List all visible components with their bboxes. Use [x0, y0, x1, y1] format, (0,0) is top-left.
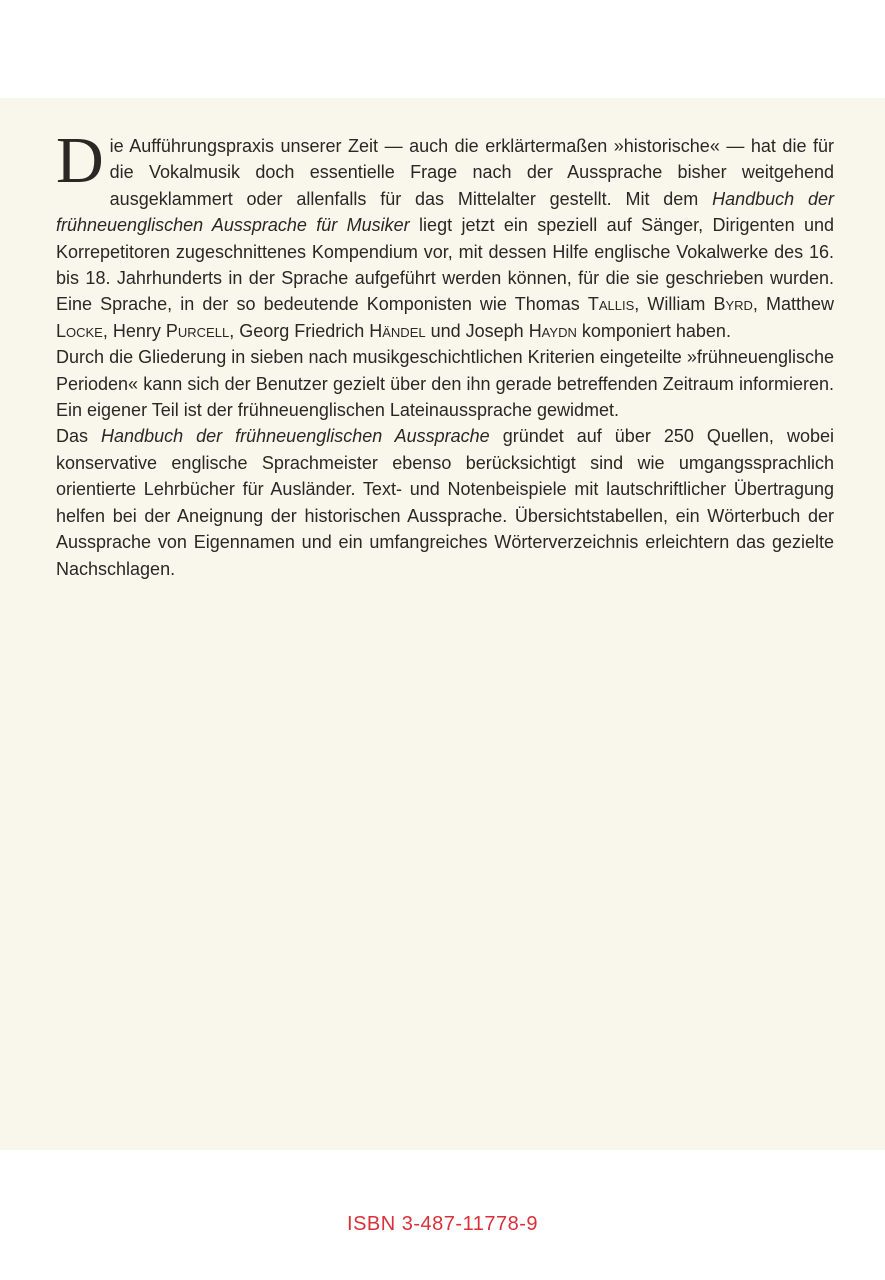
composer-locke: Locke	[56, 320, 103, 341]
p3-text-2: gründet auf über 250 Quellen, wobei konservative englische Sprachmeister ebenso berücksichtigt sind wie umgangssprachlich orientierte Lehrbücher für Ausländer. Text- und Notenbeispiele mit lautschriftlicher Übertragung helfen bei der Aneignung der historischen Aussprache. Übersichtstabellen, ein Wörterbuch der Aussprache von Eigennamen und ein umfangreiches Wörterverzeichnis erleichtern das gezielte Nachschlagen.	[56, 426, 834, 579]
composer-purcell: Purcell	[165, 320, 230, 341]
composer-haendel: Händel	[369, 320, 426, 341]
isbn-number: ISBN 3-487-11778-9	[347, 1213, 538, 1235]
p1-text-3: , William	[634, 294, 714, 315]
paragraph-2: Durch die Gliederung in sieben nach musikgeschichtlichen Kriterien eingeteilte »frühneuenglische Perioden« kann sich der Benutzer gezielt über den ihn gerade betreffenden Zeitraum informieren. Ein eigener Teil ist der frühneuenglischen Lateinaussprache gewidmet.	[56, 347, 834, 421]
book-title-italic-2: Handbuch der frühneuenglischen Aussprache	[101, 426, 490, 447]
composer-haydn: Haydn	[528, 320, 577, 341]
p1-text-8: komponiert haben.	[576, 320, 731, 341]
p1-text-1: ie Aufführungspraxis unserer Zeit — auch die erklärtermaßen »historische« — hat die für die Vokalmusik doch essentielle Frage nach der Aussprache bisher weitgehend ausgeklammert oder allenfalls für das Mittelalter gestellt. Mit dem	[109, 136, 834, 209]
composer-tallis: Tallis	[587, 294, 635, 315]
p1-text-7: und Joseph	[425, 320, 529, 341]
paragraph-3	[56, 423, 834, 581]
drop-cap: D	[56, 124, 104, 197]
p1-text-6: , Georg Friedrich	[229, 320, 370, 341]
p1-text-4: , Matthew	[752, 294, 835, 315]
paragraph-1	[56, 124, 835, 344]
book-title-italic: Handbuch der frühneuenglischen Aussprache für Musiker	[56, 188, 834, 236]
blurb-text	[56, 124, 835, 582]
p3-text-1: Das	[56, 426, 102, 447]
composer-byrd: Byrd	[713, 294, 753, 315]
p1-text-5: , Henry	[102, 320, 166, 341]
p1-text-2: liegt jetzt ein speziell auf Sänger, Dirigenten und Korrepetitoren zugeschnittenes Kompendium vor, mit dessen Hilfe englische Vokalwerke des 16. bis 18. Jahrhunderts in der Sprache aufgeführt werden können, für die sie geschrieben wurden. Eine Sprache, in der so bedeutende Komponisten wie Thomas	[56, 215, 834, 315]
